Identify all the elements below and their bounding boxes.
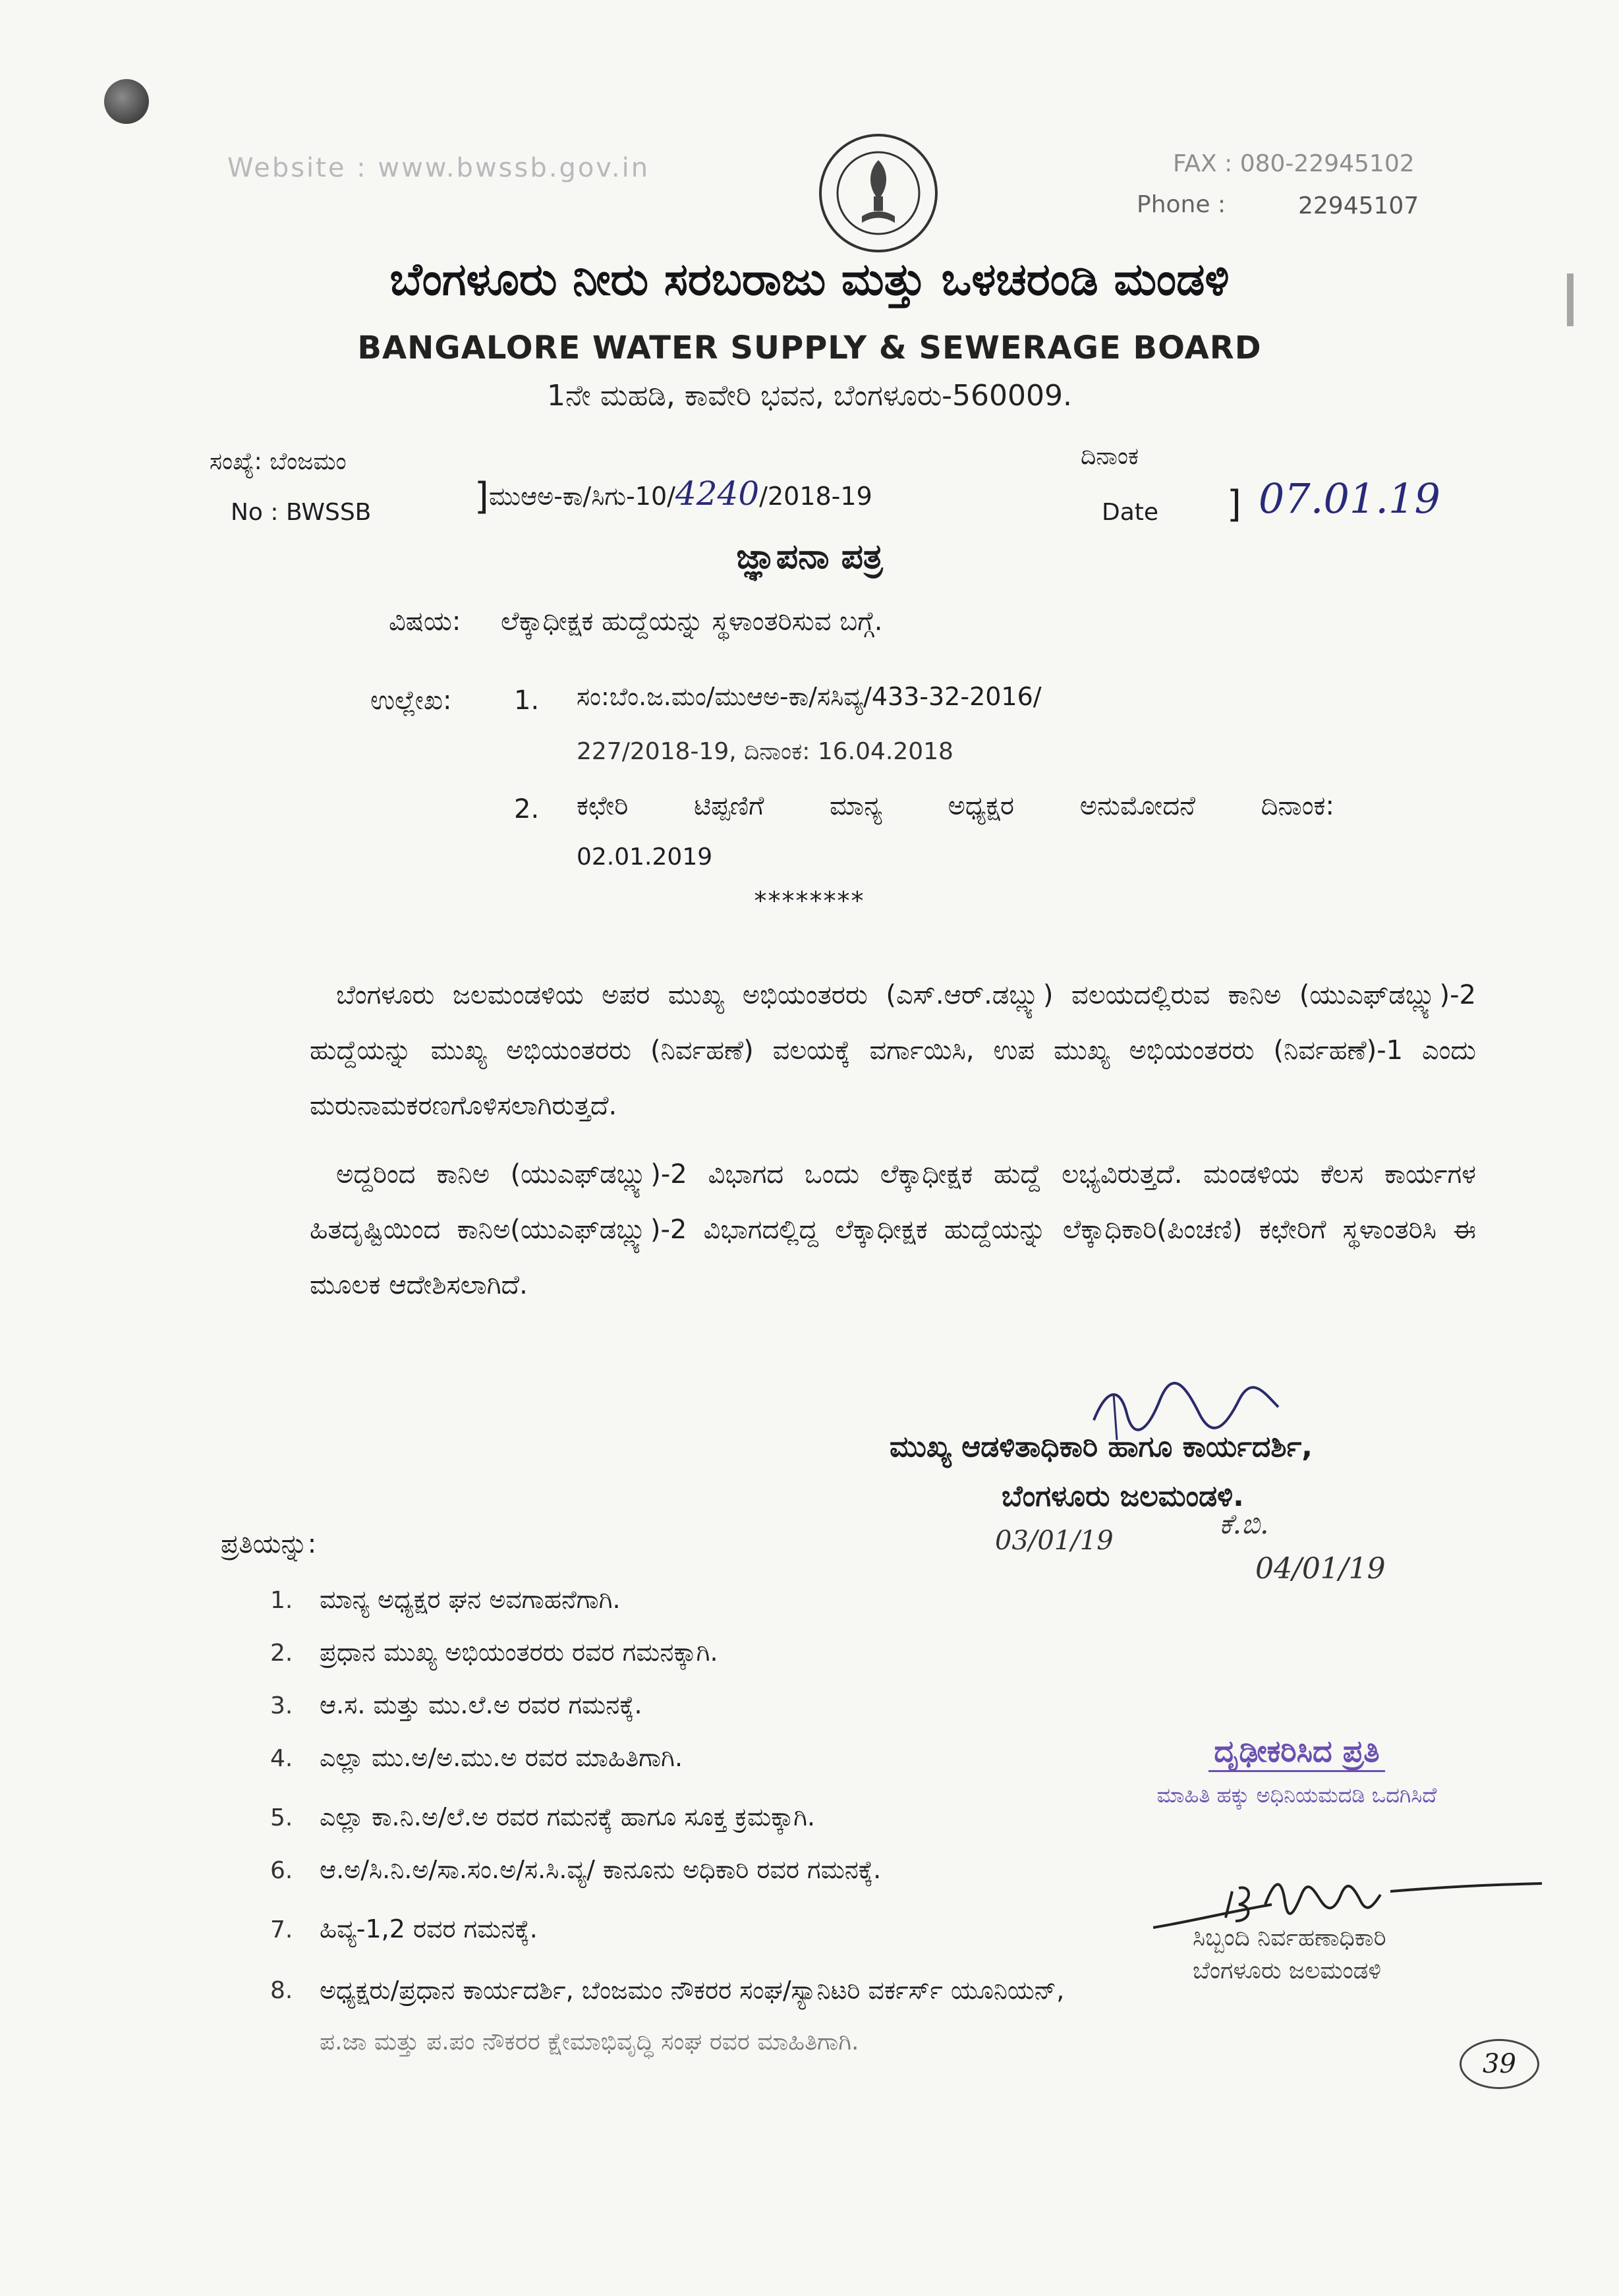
officer-designation: ಸಿಬ್ಬಂದಿ ನಿರ್ವಹಣಾಧಿಕಾರಿ: [1193, 1924, 1386, 1951]
ref-number: [474, 471, 872, 518]
handwritten-note: ಕೆ.ಬಿ.: [1219, 1508, 1269, 1540]
bracket: ]: [474, 475, 489, 518]
memo-title: ಜ್ಞಾಪನಾ ಪತ್ರ: [736, 537, 883, 577]
copy-item: ಹಿವ್ಯ-1,2 ರವರ ಗಮನಕ್ಕೆ.: [320, 1914, 538, 1943]
handwritten-date: 07.01.19: [1258, 474, 1440, 523]
copy-number: 1.: [270, 1587, 293, 1614]
stamp-subtitle: ಮಾಹಿತಿ ಹಕ್ಕು ಅಧಿನಿಯಮದಡಿ ಒದಗಿಸಿದೆ: [1156, 1783, 1437, 1808]
reference-text: 02.01.2019: [577, 844, 713, 871]
ref-handwritten-number: 4240: [675, 474, 760, 513]
date-value: [1227, 474, 1440, 526]
subject-label: ವಿಷಯ:: [389, 606, 461, 637]
subject-text: ಲೆಕ್ಕಾಧೀಕ್ಷಕ ಹುದ್ದೆಯನ್ನು ಸ್ಥಳಾಂತರಿಸುವ ಬಗ್ಗೆ.: [501, 606, 883, 637]
attested-copy-stamp: [1099, 1733, 1494, 1806]
ref-label-kannada: ಸಂಖ್ಯೆ: ಬೆಂಜಮಂ: [210, 448, 347, 475]
org-title-english: BANGALORE WATER SUPPLY & SEWERAGE BOARD: [357, 330, 1262, 366]
copy-item: ಅಧ್ಯಕ್ಷರು/ಪ್ರಧಾನ ಕಾರ್ಯದರ್ಶಿ, ಬೆಂಜಮಂ ನೌಕರರ ಸಂಘ/ಸ್ಯಾನಿಟರಿ ವರ್ಕರ್ಸ್ ಯೂನಿಯನ್,: [320, 1976, 1065, 2005]
phone-label: Phone :: [1137, 191, 1226, 218]
copy-number: 6.: [270, 1857, 293, 1884]
copy-item: ಎಲ್ಲಾ ಮು.ಅ/ಅ.ಮು.ಅ ರವರ ಮಾಹಿತಿಗಾಗಿ.: [320, 1743, 683, 1772]
copy-item: ಪ್ರಧಾನ ಮುಖ್ಯ ಅಭಿಯಂತರರು ರವರ ಗಮನಕ್ಕಾಗಿ.: [320, 1638, 718, 1667]
copy-number: 2.: [270, 1640, 293, 1667]
bracket: ]: [1227, 483, 1241, 526]
copy-number: 8.: [270, 1977, 293, 2004]
org-title-kannada: ಬೆಂಗಳೂರು ನೀರು ಸರಬರಾಜು ಮತ್ತು ಒಳಚರಂಡಿ ಮಂಡಳಿ: [389, 254, 1230, 306]
copy-item-continued: ಪ.ಜಾ ಮತ್ತು ಪ.ಪಂ ನೌಕರರ ಕ್ಷೇಮಾಭಿವೃದ್ಧಿ ಸಂಘ ರವರ ಮಾಹಿತಿಗಾಗಿ.: [320, 2028, 859, 2055]
handwritten-note: 03/01/19: [995, 1526, 1114, 1556]
ref-prefix: ಮುಆಅ-ಕಾ/ಸಿಗು-10/: [488, 482, 675, 511]
copies-label: ಪ್ರತಿಯನ್ನು:: [221, 1529, 317, 1559]
reference-text: 227/2018-19, ದಿನಾಂಕ: 16.04.2018: [577, 738, 953, 765]
officer-organisation: ಬೆಂಗಳೂರು ಜಲಮಂಡಳಿ: [1193, 1957, 1382, 1984]
reference-number: 1.: [514, 685, 540, 716]
org-address: 1ನೇ ಮಹಡಿ, ಕಾವೇರಿ ಭವನ, ಬೆಂಗಳೂರು-560009.: [546, 379, 1073, 413]
separator: ********: [754, 886, 865, 915]
copy-number: 7.: [270, 1916, 293, 1943]
signatory-title: ಮುಖ್ಯ ಆಡಳಿತಾಧಿಕಾರಿ ಹಾಗೂ ಕಾರ್ಯದರ್ಶಿ,: [890, 1430, 1313, 1464]
handwritten-note: 04/01/19: [1255, 1552, 1386, 1586]
reference-number: 2.: [514, 794, 540, 824]
signatory-org: ಬೆಂಗಳೂರು ಜಲಮಂಡಳಿ.: [1002, 1479, 1244, 1513]
fax-text: FAX : 080-22945102: [1173, 150, 1415, 177]
page-number: 39: [1460, 2039, 1539, 2089]
reference-text: ಸಂ:ಬೆಂ.ಜ.ಮಂ/ಮುಆಅ-ಕಾ/ಸಸಿವ್ಯ/433-32-2016/: [577, 682, 1042, 711]
copy-item: ಆ.ಅ/ಸಿ.ನಿ.ಅ/ಸಾ.ಸಂ.ಅ/ಸ.ಸಿ.ವ್ಯ/ ಕಾನೂನು ಅಧಿಕಾರಿ ರವರ ಗಮನಕ್ಕೆ.: [320, 1855, 882, 1884]
copy-item: ಆ.ಸ. ಮತ್ತು ಮು.ಲೆ.ಅ ರವರ ಗಮನಕ್ಕೆ.: [320, 1690, 642, 1719]
ref-suffix: /2018-19: [759, 482, 872, 511]
reference-text: ಕಛೇರಿ ಟಿಪ್ಪಣಿಗೆ ಮಾನ್ಯ ಅಧ್ಯಕ್ಷರ ಅನುಮೋದನೆ ದಿನಾಂಕ:: [577, 791, 1334, 821]
punch-hole: [104, 79, 149, 124]
copy-item: ಎಲ್ಲಾ ಕಾ.ನಿ.ಅ/ಲೆ.ಅ ರವರ ಗಮನಕ್ಕೆ ಹಾಗೂ ಸೂಕ್ತ ಕ್ರಮಕ್ಕಾಗಿ.: [320, 1802, 816, 1831]
body-paragraph: ಅದ್ದರಿಂದ ಕಾನಿಅ (ಯುಎಫ್‌ಡಬ್ಲ್ಯು)-2 ವಿಭಾಗದ ಒಂದು ಲೆಕ್ಕಾಧೀಕ್ಷಕ ಹುದ್ದೆ ಲಭ್ಯವಿರುತ್ತದೆ. ಮಂಡಳಿಯ ಕೆಲಸ ಕಾರ್ಯಗಳ ಹಿತದೃಷ್ಟಿಯಿಂದ ಕಾನಿಅ(ಯುಎಫ್‌ಡಬ್ಲ್ಯು)-2 ವಿಭಾಗದಲ್ಲಿದ್ದ ಲೆಕ್ಕಾಧೀಕ್ಷಕ ಹುದ್ದೆಯನ್ನು ಲೆಕ್ಕಾಧಿಕಾರಿ(ಪಿಂಚಣಿ) ಕಛೇರಿಗೆ ಸ್ಥಳಾಂತರಿಸಿ ಈ ಮೂಲಕ ಆದೇಶಿಸಲಾಗಿದೆ.: [310, 1159, 1476, 1300]
ref-label-english: No : BWSSB: [231, 499, 372, 526]
website-text: Website : www.bwssb.gov.in: [227, 153, 650, 183]
copy-number: 4.: [270, 1745, 293, 1772]
copy-item: ಮಾನ್ಯ ಅಧ್ಯಕ್ಷರ ಘನ ಅವಗಾಹನೆಗಾಗಿ.: [320, 1585, 621, 1614]
copy-number: 5.: [270, 1804, 293, 1831]
bwssb-seal-icon: [816, 130, 941, 256]
phone-value: 22945107: [1298, 192, 1419, 219]
body-paragraph: ಬೆಂಗಳೂರು ಜಲಮಂಡಳಿಯ ಅಪರ ಮುಖ್ಯ ಅಭಿಯಂತರರು (ಎಸ್.ಆರ್.ಡಬ್ಲ್ಯು) ವಲಯದಲ್ಲಿರುವ ಕಾನಿಅ (ಯುಎಫ್‌ಡಬ್ಲ್ಯು)-2 ಹುದ್ದೆಯನ್ನು ಮುಖ್ಯ ಅಭಿಯಂತರರು (ನಿರ್ವಹಣೆ) ವಲಯಕ್ಕೆ ವರ್ಗಾಯಿಸಿ, ಉಪ ಮುಖ್ಯ ಅಭಿಯಂತರರು (ನಿರ್ವಹಣೆ)-1 ಎಂದು ಮರುನಾಮಕರಣಗೊಳಿಸಲಾಗಿರುತ್ತದೆ.: [310, 980, 1476, 1121]
references-label: ಉಲ್ಲೇಖ:: [370, 685, 452, 716]
date-label-english: Date: [1102, 499, 1159, 526]
date-label-kannada: ದಿನಾಂಕ: [1081, 443, 1139, 470]
stamp-title: ದೃಢೀಕರಿಸಿದ ಪ್ರತಿ: [1208, 1733, 1384, 1772]
copy-number: 3.: [270, 1692, 293, 1719]
